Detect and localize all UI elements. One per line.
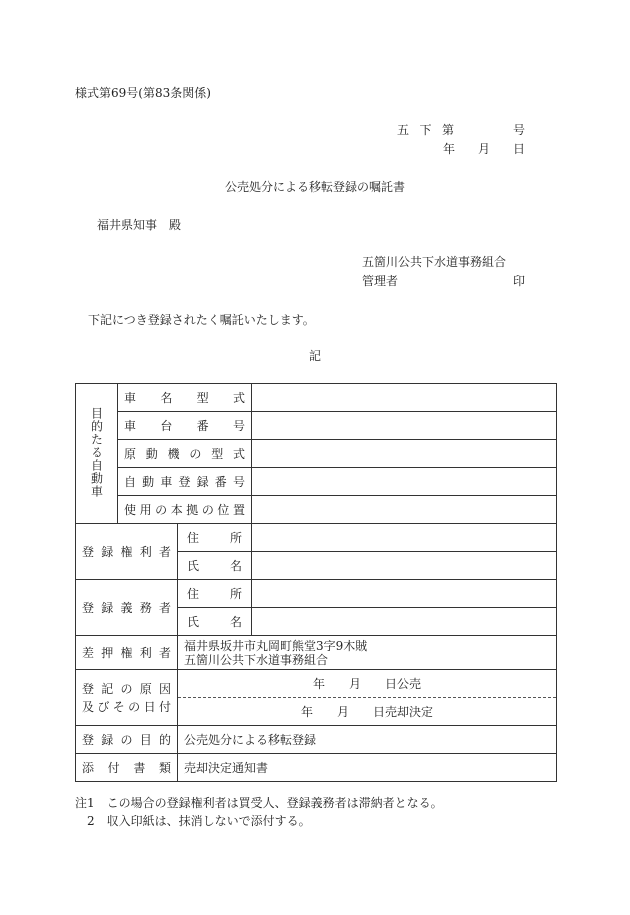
doc-no-prefix-1: 五 [397,123,410,137]
obligor-address-field[interactable] [252,580,557,608]
holder-address-label: 住 所 [178,524,252,552]
doc-no-go: 号 [512,123,525,137]
document-date [443,142,525,156]
seizer-organization: 五箇川公共下水道事務組合 [184,652,329,667]
holder-name-label: 氏 名 [178,552,252,580]
cause-dates [178,670,557,726]
table-row [76,754,557,782]
attachment-value: 売却決定通知書 [178,754,557,782]
table-row [76,384,557,412]
vehicle-row-label: 車 台 番 号 [118,412,252,440]
doc-no-prefix-2: 下 [419,123,432,137]
registration-form-table [75,383,557,782]
vehicle-row-label: 原 動 機 の 型 式 [118,440,252,468]
vehicle-group-label: 目的たる自動車 [76,384,118,524]
cause-label: 登 記 の 原 因 及 び そ の 日 付 [76,670,178,726]
doc-no-dai: 第 [442,123,455,137]
sender-organization: 五箇川公共下水道事務組合 [362,255,507,269]
vehicle-row-label: 車 名 型 式 [118,384,252,412]
obligor-address-label: 住 所 [178,580,252,608]
sender-role: 管理者 [362,274,399,288]
vehicle-row-label: 使 用 の 本 拠 の 位 置 [118,496,252,524]
cause-date-auction[interactable]: 年 月 日公売 [178,670,556,698]
addressee: 福井県知事 殿 [97,218,182,232]
note-2: 2 収入印紙は、抹消しないで添付する。 [87,814,311,828]
note-1: 注1 この場合の登録権利者は買受人、登録義務者は滞納者となる。 [75,796,443,810]
engine-model-field[interactable] [252,440,557,468]
base-location-field[interactable] [252,496,557,524]
holder-label: 登 録 権 利 者 [76,524,178,580]
table-row [76,468,557,496]
obligor-name-label: 氏 名 [178,608,252,636]
obligor-name-field[interactable] [252,608,557,636]
table-row [76,636,557,670]
document-number [397,123,525,137]
date-month: 月 [477,142,490,156]
seal-mark: 印 [513,274,526,288]
registration-number-field[interactable] [252,468,557,496]
form-number: 様式第69号(第83条関係) [75,86,211,100]
seizer-label: 差 押 権 利 者 [76,636,178,670]
purpose-value: 公売処分による移転登録 [178,726,557,754]
vehicle-model-field[interactable] [252,384,557,412]
table-row [76,670,557,726]
holder-address-field[interactable] [252,524,557,552]
attachment-label: 添 付 書 類 [76,754,178,782]
table-row [76,726,557,754]
cause-date-sale-decision[interactable]: 年 月 日売却決定 [300,704,433,719]
document-title: 公売処分による移転登録の嘱託書 [224,180,405,194]
table-row [76,440,557,468]
purpose-label: 登 録 の 目 的 [76,726,178,754]
seizer-value [178,636,557,670]
chassis-number-field[interactable] [252,412,557,440]
table-row [76,496,557,524]
holder-name-field[interactable] [252,552,557,580]
table-row [76,524,557,552]
table-row [76,580,557,608]
table-row [76,412,557,440]
date-day: 日 [512,142,525,156]
seizer-address: 福井県坂井市丸岡町熊堂3字9木賊 [184,638,368,653]
intro-text: 下記につき登録されたく嘱託いたします。 [88,313,315,327]
date-year: 年 [443,142,456,156]
ki-heading: 記 [308,349,321,363]
vehicle-row-label: 自 動 車 登 録 番 号 [118,468,252,496]
obligor-label: 登 録 義 務 者 [76,580,178,636]
